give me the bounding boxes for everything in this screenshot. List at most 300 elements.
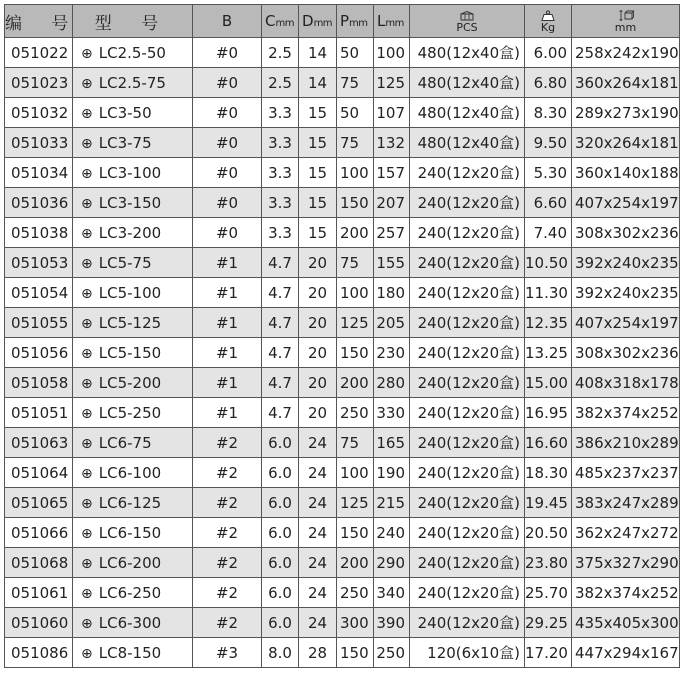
cell-dim — [572, 218, 680, 248]
cell-b-text: #2 — [215, 613, 239, 632]
cell-p — [337, 638, 374, 668]
cell-p-text: 200 — [340, 373, 369, 392]
cell-c — [262, 338, 299, 368]
cell-d — [299, 488, 337, 518]
cell-kg-text: 20.50 — [525, 523, 568, 542]
cell-code-text: 051036 — [11, 193, 69, 212]
cell-d-text: 20 — [307, 343, 328, 362]
cell-p-text: 150 — [340, 523, 369, 542]
table-row — [5, 428, 680, 458]
cell-dim — [572, 188, 680, 218]
cell-code-text: 051054 — [11, 283, 69, 302]
cell-b — [193, 38, 262, 68]
phillips-plus-icon: ⊕ — [81, 495, 93, 512]
cell-c — [262, 158, 299, 188]
cell-c — [262, 218, 299, 248]
cell-code — [5, 488, 73, 518]
cell-c — [262, 38, 299, 68]
cell-p-text: 300 — [340, 613, 369, 632]
cell-b-text: #0 — [215, 193, 239, 212]
cell-model — [73, 278, 193, 308]
cell-b-text: #3 — [215, 643, 239, 662]
cell-l — [374, 458, 410, 488]
cell-b-text: #0 — [215, 223, 239, 242]
cell-pcs-text: 240(12x20盒) — [417, 194, 520, 212]
cell-kg-text: 25.70 — [525, 583, 568, 602]
cell-c-text: 4.7 — [268, 373, 292, 392]
cell-kg — [525, 608, 572, 638]
cell-kg — [525, 188, 572, 218]
table-row — [5, 488, 680, 518]
cell-kg — [525, 338, 572, 368]
cell-code-text: 051032 — [11, 103, 69, 122]
cell-l-text: 132 — [376, 133, 405, 152]
cell-d-text: 24 — [307, 463, 328, 482]
cell-p — [337, 398, 374, 428]
cell-b — [193, 278, 262, 308]
cell-d — [299, 398, 337, 428]
cell-model-text: LC6-125 — [98, 493, 162, 512]
phillips-plus-icon: ⊕ — [81, 375, 93, 392]
cell-pcs — [410, 68, 525, 98]
cell-dim-text: 392x240x235 — [575, 253, 679, 272]
cell-pcs — [410, 248, 525, 278]
spec-table — [4, 4, 680, 668]
cell-c — [262, 188, 299, 218]
cell-l — [374, 98, 410, 128]
cell-b-text: #2 — [215, 523, 239, 542]
phillips-plus-icon: ⊕ — [81, 165, 93, 182]
cell-pcs — [410, 398, 525, 428]
cell-c-text: 6.0 — [268, 493, 292, 512]
cell-d — [299, 68, 337, 98]
cell-dim — [572, 518, 680, 548]
cell-kg-text: 18.30 — [525, 463, 568, 482]
cell-model — [73, 608, 193, 638]
cell-kg-text: 29.25 — [525, 613, 568, 632]
cell-kg — [525, 488, 572, 518]
cell-c-text: 3.3 — [268, 103, 292, 122]
cell-kg-text: 12.35 — [525, 313, 568, 332]
cell-b — [193, 578, 262, 608]
cell-code — [5, 368, 73, 398]
cell-pcs — [410, 608, 525, 638]
cell-c — [262, 548, 299, 578]
phillips-plus-icon: ⊕ — [81, 645, 93, 662]
cell-d — [299, 338, 337, 368]
cell-pcs-text: 240(12x20盒) — [417, 164, 520, 182]
phillips-plus-icon: ⊕ — [81, 435, 93, 452]
cell-model-text: LC5-150 — [98, 343, 162, 362]
cell-p — [337, 278, 374, 308]
cell-dim-text: 435x405x300 — [575, 613, 679, 632]
cell-d — [299, 518, 337, 548]
cell-kg — [525, 98, 572, 128]
cell-d-text: 15 — [307, 103, 328, 122]
cell-c — [262, 248, 299, 278]
cell-p-text: 125 — [340, 313, 369, 332]
cell-code-text: 051086 — [11, 643, 69, 662]
cell-c-text: 4.7 — [268, 253, 292, 272]
cell-code — [5, 638, 73, 668]
cell-b — [193, 608, 262, 638]
cell-code — [5, 308, 73, 338]
cell-l-text: 180 — [376, 283, 405, 302]
cell-d-text: 20 — [307, 313, 328, 332]
cell-c — [262, 488, 299, 518]
weight-icon — [540, 10, 556, 21]
cell-b-text: #1 — [215, 253, 239, 272]
cell-model — [73, 98, 193, 128]
cell-b-text: #2 — [215, 463, 239, 482]
cell-pcs — [410, 188, 525, 218]
cell-dim-text: 386x210x289 — [575, 433, 679, 452]
cell-model — [73, 488, 193, 518]
cell-model-text: LC3-50 — [98, 103, 152, 122]
cell-model — [73, 368, 193, 398]
cell-l — [374, 158, 410, 188]
cell-d-text: 15 — [307, 193, 328, 212]
cell-b — [193, 368, 262, 398]
cell-code — [5, 578, 73, 608]
cell-dim-text: 308x302x236 — [575, 343, 679, 362]
cell-l — [374, 248, 410, 278]
cell-c — [262, 518, 299, 548]
cell-model — [73, 578, 193, 608]
cell-d — [299, 218, 337, 248]
cell-p — [337, 368, 374, 398]
cell-code-text: 051053 — [11, 253, 69, 272]
cell-code — [5, 428, 73, 458]
cell-code-text: 051068 — [11, 553, 69, 572]
cell-p-text: 75 — [340, 253, 360, 272]
cell-p — [337, 38, 374, 68]
phillips-plus-icon: ⊕ — [81, 585, 93, 602]
cell-p-text: 150 — [340, 643, 369, 662]
cell-dim — [572, 308, 680, 338]
header-d: Dmm — [299, 5, 337, 38]
cell-kg — [525, 518, 572, 548]
cell-dim — [572, 548, 680, 578]
cell-code — [5, 188, 73, 218]
cell-p — [337, 578, 374, 608]
cell-d — [299, 128, 337, 158]
cell-b — [193, 458, 262, 488]
cell-d — [299, 98, 337, 128]
cell-dim-text: 360x140x188 — [575, 163, 679, 182]
cell-p — [337, 458, 374, 488]
cell-code-text: 051033 — [11, 133, 69, 152]
phillips-plus-icon: ⊕ — [81, 225, 93, 242]
cell-code — [5, 608, 73, 638]
cell-code-text: 051023 — [11, 73, 69, 92]
cell-kg-text: 16.60 — [525, 433, 568, 452]
cell-dim-text: 258x242x190 — [575, 43, 679, 62]
phillips-plus-icon: ⊕ — [81, 525, 93, 542]
cell-b-text: #2 — [215, 493, 239, 512]
table-row — [5, 458, 680, 488]
cell-d — [299, 248, 337, 278]
cell-b-text: #1 — [215, 283, 239, 302]
cell-l-text: 190 — [376, 463, 405, 482]
cell-pcs — [410, 98, 525, 128]
header-pcs: PCS — [410, 5, 525, 38]
cell-dim-text: 289x273x190 — [575, 103, 679, 122]
cell-kg — [525, 458, 572, 488]
cell-model-text: LC3-200 — [98, 223, 162, 242]
cell-dim-text: 407x254x197 — [575, 313, 679, 332]
cell-c — [262, 608, 299, 638]
cell-p — [337, 218, 374, 248]
cell-b — [193, 398, 262, 428]
cell-kg — [525, 548, 572, 578]
cell-pcs — [410, 488, 525, 518]
cell-d — [299, 308, 337, 338]
cell-kg — [525, 38, 572, 68]
cell-d-text: 24 — [307, 433, 328, 452]
phillips-plus-icon: ⊕ — [81, 135, 93, 152]
cell-dim-text: 382x374x252 — [575, 403, 679, 422]
cell-p-text: 75 — [340, 133, 360, 152]
cell-model-text: LC5-75 — [98, 253, 152, 272]
cell-code-text: 051034 — [11, 163, 69, 182]
cell-pcs — [410, 578, 525, 608]
cell-kg — [525, 278, 572, 308]
table-row — [5, 398, 680, 428]
cell-model — [73, 38, 193, 68]
cell-dim — [572, 428, 680, 458]
cell-kg-text: 7.40 — [533, 223, 567, 242]
cell-d-text: 20 — [307, 283, 328, 302]
table-row — [5, 368, 680, 398]
cell-p — [337, 128, 374, 158]
cell-pcs — [410, 38, 525, 68]
cell-l-text: 280 — [376, 373, 405, 392]
cell-pcs — [410, 158, 525, 188]
cell-model-text: LC8-150 — [98, 643, 162, 662]
cell-b-text: #2 — [215, 553, 239, 572]
cell-kg-text: 9.50 — [533, 133, 567, 152]
cell-code-text: 051022 — [11, 43, 69, 62]
cell-dim-text: 383x247x289 — [575, 493, 679, 512]
cell-kg — [525, 428, 572, 458]
cell-p — [337, 68, 374, 98]
cell-c-text: 8.0 — [268, 643, 292, 662]
phillips-plus-icon: ⊕ — [81, 345, 93, 362]
cell-l-text: 155 — [376, 253, 405, 272]
cell-model-text: LC3-150 — [98, 193, 162, 212]
cell-p — [337, 188, 374, 218]
cell-pcs — [410, 308, 525, 338]
cell-c-text: 3.3 — [268, 133, 292, 152]
cell-b — [193, 218, 262, 248]
cell-l — [374, 428, 410, 458]
phillips-plus-icon: ⊕ — [81, 105, 93, 122]
cell-code — [5, 98, 73, 128]
cell-p-text: 50 — [340, 43, 360, 62]
cell-code — [5, 458, 73, 488]
cell-l — [374, 608, 410, 638]
phillips-plus-icon: ⊕ — [81, 75, 93, 92]
cell-c — [262, 578, 299, 608]
cell-pcs-text: 240(12x20盒) — [417, 464, 520, 482]
cell-p — [337, 248, 374, 278]
header-dim: mm — [572, 5, 680, 38]
cell-c-text: 6.0 — [268, 523, 292, 542]
cell-dim-text: 375x327x290 — [575, 553, 679, 572]
phillips-plus-icon: ⊕ — [81, 405, 93, 422]
cell-code — [5, 158, 73, 188]
cell-kg-text: 6.00 — [533, 43, 567, 62]
table-row — [5, 38, 680, 68]
cell-b — [193, 338, 262, 368]
cell-d-text: 15 — [307, 223, 328, 242]
cell-p-text: 250 — [340, 403, 369, 422]
cell-b-text: #0 — [215, 43, 239, 62]
cell-code-text: 051055 — [11, 313, 69, 332]
cell-d-text: 24 — [307, 613, 328, 632]
table-row — [5, 68, 680, 98]
cell-dim-text: 447x294x167 — [575, 643, 679, 662]
cell-l — [374, 188, 410, 218]
cell-model-text: LC6-300 — [98, 613, 162, 632]
cell-model — [73, 428, 193, 458]
cell-c — [262, 638, 299, 668]
cell-l — [374, 638, 410, 668]
cell-kg — [525, 308, 572, 338]
cell-pcs — [410, 458, 525, 488]
cell-c — [262, 98, 299, 128]
cell-model-text: LC5-250 — [98, 403, 162, 422]
table-row — [5, 608, 680, 638]
box-icon — [459, 10, 475, 21]
cell-c-text: 6.0 — [268, 553, 292, 572]
cell-b — [193, 488, 262, 518]
cell-model — [73, 128, 193, 158]
cell-pcs-text: 240(12x20盒) — [417, 284, 520, 302]
cell-dim — [572, 38, 680, 68]
cell-dim — [572, 158, 680, 188]
phillips-plus-icon: ⊕ — [81, 465, 93, 482]
cell-model-text: LC5-200 — [98, 373, 162, 392]
cell-kg-text: 17.20 — [525, 643, 568, 662]
table-row — [5, 278, 680, 308]
cell-model — [73, 518, 193, 548]
cell-p-text: 150 — [340, 193, 369, 212]
cell-dim — [572, 248, 680, 278]
cell-b-text: #1 — [215, 343, 239, 362]
cell-d-text: 15 — [307, 133, 328, 152]
cell-c-text: 6.0 — [268, 463, 292, 482]
cell-p-text: 250 — [340, 583, 369, 602]
cell-c-text: 4.7 — [268, 343, 292, 362]
cell-kg-text: 6.60 — [533, 193, 567, 212]
cell-model-text: LC5-100 — [98, 283, 162, 302]
cell-p — [337, 338, 374, 368]
cell-d-text: 24 — [307, 523, 328, 542]
cell-d — [299, 368, 337, 398]
cell-kg — [525, 578, 572, 608]
cell-dim-text: 320x264x181 — [575, 133, 679, 152]
cell-kg-text: 6.80 — [533, 73, 567, 92]
cell-model-text: LC3-100 — [98, 163, 162, 182]
cell-l — [374, 278, 410, 308]
table-row — [5, 98, 680, 128]
cell-l-text: 240 — [376, 523, 405, 542]
cell-dim — [572, 488, 680, 518]
cell-c-text: 6.0 — [268, 583, 292, 602]
cell-c — [262, 308, 299, 338]
cell-l — [374, 338, 410, 368]
cell-model — [73, 398, 193, 428]
cell-model-text: LC6-75 — [98, 433, 152, 452]
cell-d — [299, 638, 337, 668]
table-row — [5, 128, 680, 158]
cell-d-text: 20 — [307, 403, 328, 422]
cell-pcs-text: 240(12x20盒) — [417, 584, 520, 602]
cell-c — [262, 398, 299, 428]
cell-dim — [572, 398, 680, 428]
cell-c-text: 3.3 — [268, 193, 292, 212]
cell-l-text: 157 — [376, 163, 405, 182]
cell-l-text: 107 — [376, 103, 405, 122]
cell-d — [299, 578, 337, 608]
cell-kg-text: 13.25 — [525, 343, 568, 362]
cell-pcs-text: 240(12x20盒) — [417, 374, 520, 392]
cell-code — [5, 38, 73, 68]
cell-c-text: 3.3 — [268, 163, 292, 182]
phillips-plus-icon: ⊕ — [81, 45, 93, 62]
cell-dim-text: 362x247x272 — [575, 523, 679, 542]
cell-d — [299, 38, 337, 68]
cell-b — [193, 308, 262, 338]
cell-dim-text: 408x318x178 — [575, 373, 679, 392]
cell-code-text: 051063 — [11, 433, 69, 452]
phillips-plus-icon: ⊕ — [81, 615, 93, 632]
cell-pcs-text: 240(12x20盒) — [417, 404, 520, 422]
cell-l-text: 205 — [376, 313, 405, 332]
cell-code — [5, 218, 73, 248]
table-row — [5, 518, 680, 548]
cell-code-text: 051058 — [11, 373, 69, 392]
cell-dim — [572, 278, 680, 308]
cell-l — [374, 548, 410, 578]
cell-kg-text: 19.45 — [525, 493, 568, 512]
cell-dim-text: 308x302x236 — [575, 223, 679, 242]
cell-b-text: #0 — [215, 163, 239, 182]
cell-model — [73, 548, 193, 578]
cell-d — [299, 428, 337, 458]
cell-c — [262, 458, 299, 488]
cell-l — [374, 518, 410, 548]
cell-l-text: 165 — [376, 433, 405, 452]
cell-model — [73, 188, 193, 218]
cell-b-text: #0 — [215, 133, 239, 152]
cell-b-text: #0 — [215, 103, 239, 122]
cell-c-text: 4.7 — [268, 403, 292, 422]
phillips-plus-icon: ⊕ — [81, 555, 93, 572]
cell-kg-text: 10.50 — [525, 253, 568, 272]
carton-dimensions-icon — [618, 10, 634, 21]
cell-l-text: 230 — [376, 343, 405, 362]
cell-l-text: 290 — [376, 553, 405, 572]
cell-b-text: #1 — [215, 373, 239, 392]
cell-code — [5, 278, 73, 308]
cell-dim — [572, 608, 680, 638]
header-row — [5, 5, 680, 38]
cell-l — [374, 368, 410, 398]
cell-dim — [572, 128, 680, 158]
